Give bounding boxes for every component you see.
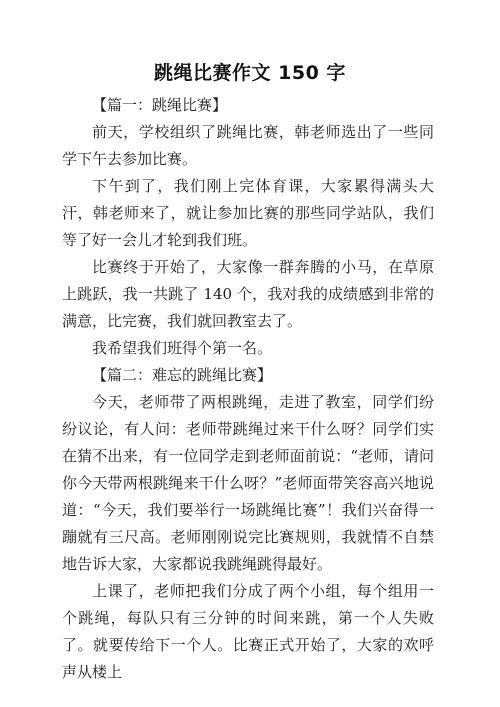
essay-body: [62, 92, 434, 686]
paragraph: 下午到了，我们刚上完体育课，大家累得满头大汗，韩老师来了，就让参加比赛的那些同学站队，我们等了好一会儿才轮到我们班。: [62, 177, 434, 249]
paragraph: 今天，老师带了两根跳绳，走进了教室，同学们纷纷议论，有人问：老师带跳绳过来干什么呀？同学们实在猜不出来，有一位同学走到老师面前说：“老师，请问你今天带两根跳绳来干什么呀？”老师面带笑容高兴地说道：“今天，我们要举行一场跳绳比赛”！我们兴奋得一蹦就有三尺高。老师刚刚说完比赛规则，我就情不自禁地告诉大家，大家都说我跳绳跳得最好。: [62, 393, 434, 573]
section-heading-2: 【篇二：难忘的跳绳比赛】: [92, 366, 273, 384]
section-heading-1: 【篇一：跳绳比赛】: [92, 96, 228, 114]
page-title: 跳绳比赛作文 150 字: [154, 62, 346, 84]
paragraph: 上课了，老师把我们分成了两个小组，每个组用一个跳绳，每队只有三分钟的时间来跳，第一个人失败了。就要传给下一个人。比赛正式开始了，大家的欢呼声从楼上: [62, 582, 434, 681]
paragraph: 比赛终于开始了，大家像一群奔腾的小马，在草原上跳跃，我一共跳了 140 个，我对我的成绩感到非常的满意，比完赛，我们就回教室去了。: [62, 258, 434, 330]
paragraph: 前天，学校组织了跳绳比赛，韩老师选出了一些同学下午去参加比赛。: [62, 123, 434, 168]
paragraph: 我希望我们班得个第一名。: [92, 339, 273, 357]
